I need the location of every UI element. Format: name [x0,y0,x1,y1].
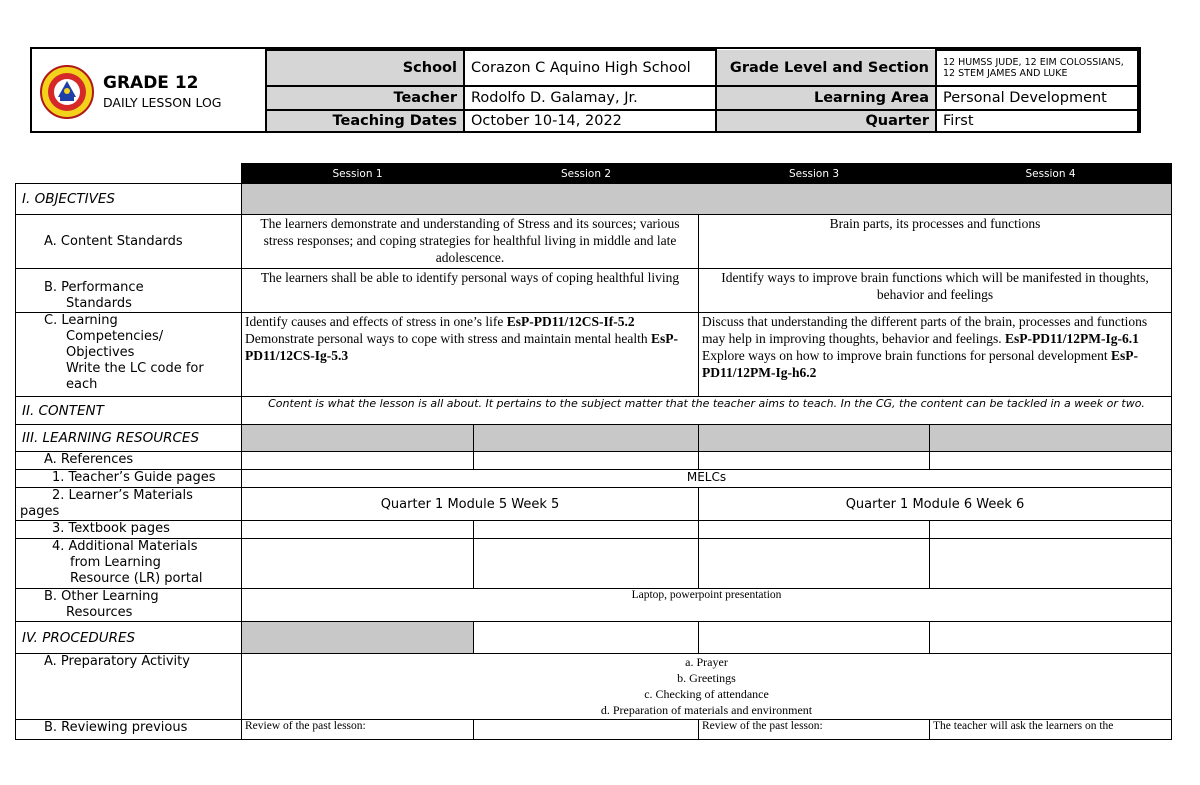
session-3-header: Session 3 [699,164,930,184]
competencies-1: Identify causes and effects of stress in one’s life EsP-PD11/12CS-If-5.2 Demonstrate personal ways to cope with stress and maintain mental health EsP-PD11/12CS-Ig-5.3 [242,313,699,397]
teacher-label: Teacher [266,86,464,110]
competencies-2: Discuss that understanding the different parts of the brain, processes and functions may help in improving thoughts, behavior and feelings. EsP-PD11/12PM-Ig-6.1 Explore ways on how to improve brain functions for personal development EsP-PD11/12PM-Ig-h6.2 [699,313,1172,397]
references-label: A. References [16,452,242,470]
performance-standards-label: B. Performance Standards [16,269,242,313]
lesson-log-table [15,163,1172,740]
content-description: Content is what the lesson is all about. It pertains to the subject matter that the teacher aims to teach. In the CG, the content can be tackled in a week or two. [242,397,1172,425]
references-row [16,452,1172,470]
teachers-guide-row [16,470,1172,488]
school-label: School [266,50,464,86]
procedures-label: IV. PROCEDURES [16,622,242,654]
grade-section-value: 12 HUMSS JUDE, 12 EIM COLOSSIANS, 12 STEM JAMES AND LUKE [936,50,1138,86]
preparatory-value [242,654,1172,720]
grade-title: GRADE 12 [103,73,199,93]
header-block [30,47,1141,133]
log-title: DAILY LESSON LOG [103,95,222,110]
quarter-label: Quarter [716,110,936,132]
logo-area [32,49,265,131]
content-standards-2: Brain parts, its processes and functions [699,215,1172,269]
other-resources-value: Laptop, powerpoint presentation [242,589,1172,622]
preparatory-row [16,654,1172,720]
textbook-row [16,521,1172,539]
resources-row [16,425,1172,452]
textbook-label: 3. Textbook pages [16,521,242,539]
learning-area-label: Learning Area [716,86,936,110]
review-session-1: Review of the past lesson: [242,720,474,740]
additional-materials-label: 4. Additional Materials from Learning Resource (LR) portal [16,539,242,589]
additional-materials-row [16,539,1172,589]
lc-code: EsP-PD11/12CS-If-5.2 [506,314,635,329]
performance-standards-row [16,269,1172,313]
performance-standards-1: The learners shall be able to identify personal ways of coping healthful living [242,269,699,313]
other-resources-label: B. Other Learning Resources [16,589,242,622]
content-label: II. CONTENT [16,397,242,425]
learners-materials-1: Quarter 1 Module 5 Week 5 [242,488,699,521]
review-session-3: Review of the past lesson: [699,720,930,740]
lc-code: EsP-PD11/12PM-Ig-h6.2 [702,348,1139,380]
performance-standards-2: Identify ways to improve brain functions which will be manifested in thoughts, behavior and feelings [699,269,1172,313]
school-value: Corazon C Aquino High School [464,50,716,86]
header-info-table [265,49,1139,133]
competencies-label: C. Learning Competencies/ Objectives Write the LC code for each [16,313,242,397]
competencies-row [16,313,1172,397]
objectives-label: I. OBJECTIVES [16,184,242,215]
lc-code: EsP-PD11/12CS-Ig-5.3 [245,331,679,363]
learning-area-value: Personal Development [936,86,1138,110]
preparatory-label: A. Preparatory Activity [16,654,242,720]
teacher-value: Rodolfo D. Galamay, Jr. [464,86,716,110]
review-session-4: The teacher will ask the learners on the [930,720,1172,740]
prep-item: d. Preparation of materials and environment [600,703,813,717]
content-standards-label: A. Content Standards [16,215,242,269]
grade-section-label: Grade Level and Section [716,50,936,86]
prep-item: b. Greetings [677,671,736,685]
dates-value: October 10-14, 2022 [464,110,716,132]
teachers-guide-value: MELCs [242,470,1172,488]
learners-materials-2: Quarter 1 Module 6 Week 6 [699,488,1172,521]
dates-label: Teaching Dates [266,110,464,132]
content-standards-row [16,215,1172,269]
teachers-guide-label: 1. Teacher’s Guide pages [16,470,242,488]
resources-label: III. LEARNING RESOURCES [16,425,242,452]
session-4-header: Session 4 [930,164,1172,184]
school-seal-icon [40,65,94,119]
session-header-row [16,164,1172,184]
objectives-row [16,184,1172,215]
learners-materials-row [16,488,1172,521]
reviewing-label: B. Reviewing previous [16,720,242,740]
reviewing-row [16,720,1172,740]
prep-item: a. Prayer [685,655,728,669]
learners-materials-label: 2. Learner’s Materials pages [16,488,242,521]
other-resources-row [16,589,1172,622]
content-standards-1: The learners demonstrate and understanding of Stress and its sources; various stress responses; and coping strategies for healthful living in middle and late adolescence. [242,215,699,269]
quarter-value: First [936,110,1138,132]
prep-item: c. Checking of attendance [644,687,769,701]
session-2-header: Session 2 [474,164,699,184]
content-row [16,397,1172,425]
session-1-header: Session 1 [242,164,474,184]
lc-code: EsP-PD11/12PM-Ig-6.1 [1004,331,1139,346]
procedures-row [16,622,1172,654]
